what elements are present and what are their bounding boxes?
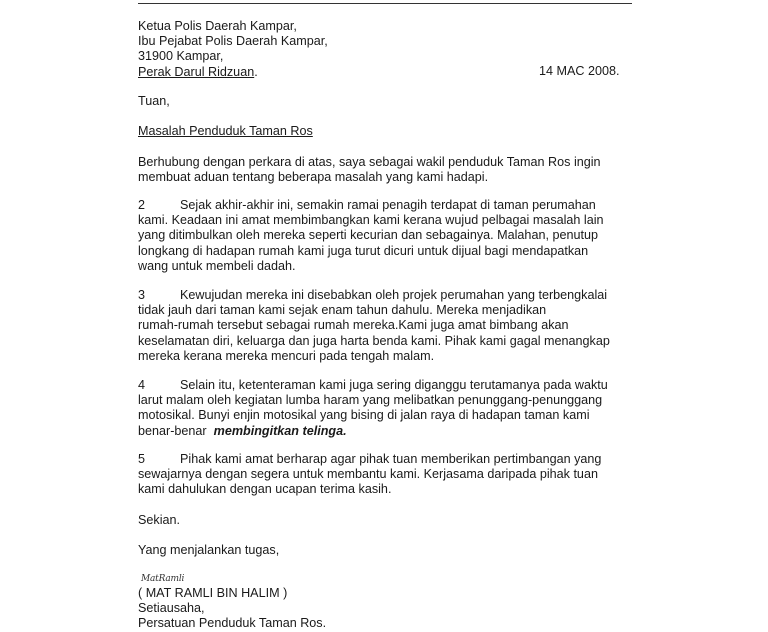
- paragraph-number: 3: [138, 288, 146, 302]
- paragraph-3: [138, 288, 632, 364]
- address-line-3: 31900 Kampar,: [138, 49, 224, 64]
- paragraph-line: mereka kerana mereka mencuri pada tengah malam.: [138, 348, 435, 363]
- sign-off: Yang menjalankan tugas,: [138, 543, 280, 557]
- top-rule: [138, 3, 632, 4]
- closing: Sekian.: [138, 513, 181, 527]
- paragraph-number: 4: [138, 378, 146, 392]
- handwritten-signature: MatRamli: [141, 574, 185, 584]
- paragraph-line: larut malam oleh kegiatan lumba haram yang melibatkan penunggang-penunggang: [138, 393, 603, 408]
- emphasis-text: membingitkan telinga.: [213, 423, 347, 438]
- paragraph-line: Pihak kami amat berharap agar pihak tuan memberikan pertimbangan yang: [180, 452, 602, 466]
- signer-name: ( MAT RAMLI BIN HALIM ): [138, 586, 288, 600]
- address-line-1: Ketua Polis Daerah Kampar,: [138, 19, 297, 33]
- paragraph-number: 5: [138, 452, 146, 466]
- letter-date: 14 MAC 2008.: [539, 64, 620, 78]
- paragraph-line: [138, 424, 632, 439]
- intro-paragraph: [138, 155, 632, 185]
- paragraph-line: kami. Keadaan ini amat membimbangkan kami kerana wujud pelbagai masalah lain: [138, 213, 604, 228]
- salutation: Tuan,: [138, 94, 170, 108]
- paragraph-line: rumah-rumah tersebut sebagai rumah mereka.Kami juga amat bimbang akan: [138, 318, 569, 333]
- subject-text: Masalah Penduduk Taman Ros: [138, 124, 313, 138]
- paragraph-number: 2: [138, 198, 146, 212]
- subject: [138, 124, 632, 139]
- address-state-suffix: .: [254, 64, 258, 79]
- paragraph-line: motosikal. Bunyi enjin motosikal yang bising di jalan raya di hadapan taman kami: [138, 408, 590, 423]
- paragraph-line: longkang di hadapan rumah kami juga turut dicuri untuk dijual bagi mendapatkan: [138, 243, 589, 258]
- paragraph-line: yang ditimbulkan oleh mereka seperti kecurian dan sebagainya. Malahan, penutup: [138, 228, 598, 243]
- paragraph-5: [138, 452, 632, 498]
- signer-title: Setiausaha,: [138, 601, 205, 616]
- paragraph-line: sewajarnya dengan segera untuk membantu kami. Kerjasama daripada pihak tuan: [138, 467, 598, 482]
- address-state: Perak Darul Ridzuan: [138, 64, 255, 79]
- paragraph-4: [138, 378, 632, 439]
- paragraph-line-prefix: benar-benar: [138, 423, 214, 438]
- paragraph-line: Kewujudan mereka ini disebabkan oleh projek perumahan yang terbengkalai: [180, 288, 608, 302]
- paragraph-line: wang untuk membeli dadah.: [138, 258, 296, 273]
- paragraph-line: Sejak akhir-akhir ini, semakin ramai penagih terdapat di taman perumahan: [180, 198, 596, 212]
- paragraph-line: tidak jauh dari taman kami sejak enam tahun dahulu. Mereka menjadikan: [138, 303, 547, 318]
- paragraph-line: keselamatan diri, keluarga dan juga harta benda kami. Pihak kami gagal menangkap: [138, 333, 610, 348]
- signer-organization: Persatuan Penduduk Taman Ros.: [138, 616, 327, 631]
- intro-line: Berhubung dengan perkara di atas, saya sebagai wakil penduduk Taman Ros ingin: [138, 155, 601, 169]
- paragraph-line: Selain itu, ketenteraman kami juga sering diganggu terutamanya pada waktu: [180, 378, 608, 392]
- address-line-2: Ibu Pejabat Polis Daerah Kampar,: [138, 34, 328, 49]
- paragraph-2: [138, 198, 632, 274]
- intro-line: membuat aduan tentang beberapa masalah yang kami hadapi.: [138, 170, 489, 185]
- paragraph-line: kami dahulukan dengan ucapan terima kasih.: [138, 482, 392, 497]
- signer-block: [138, 586, 632, 632]
